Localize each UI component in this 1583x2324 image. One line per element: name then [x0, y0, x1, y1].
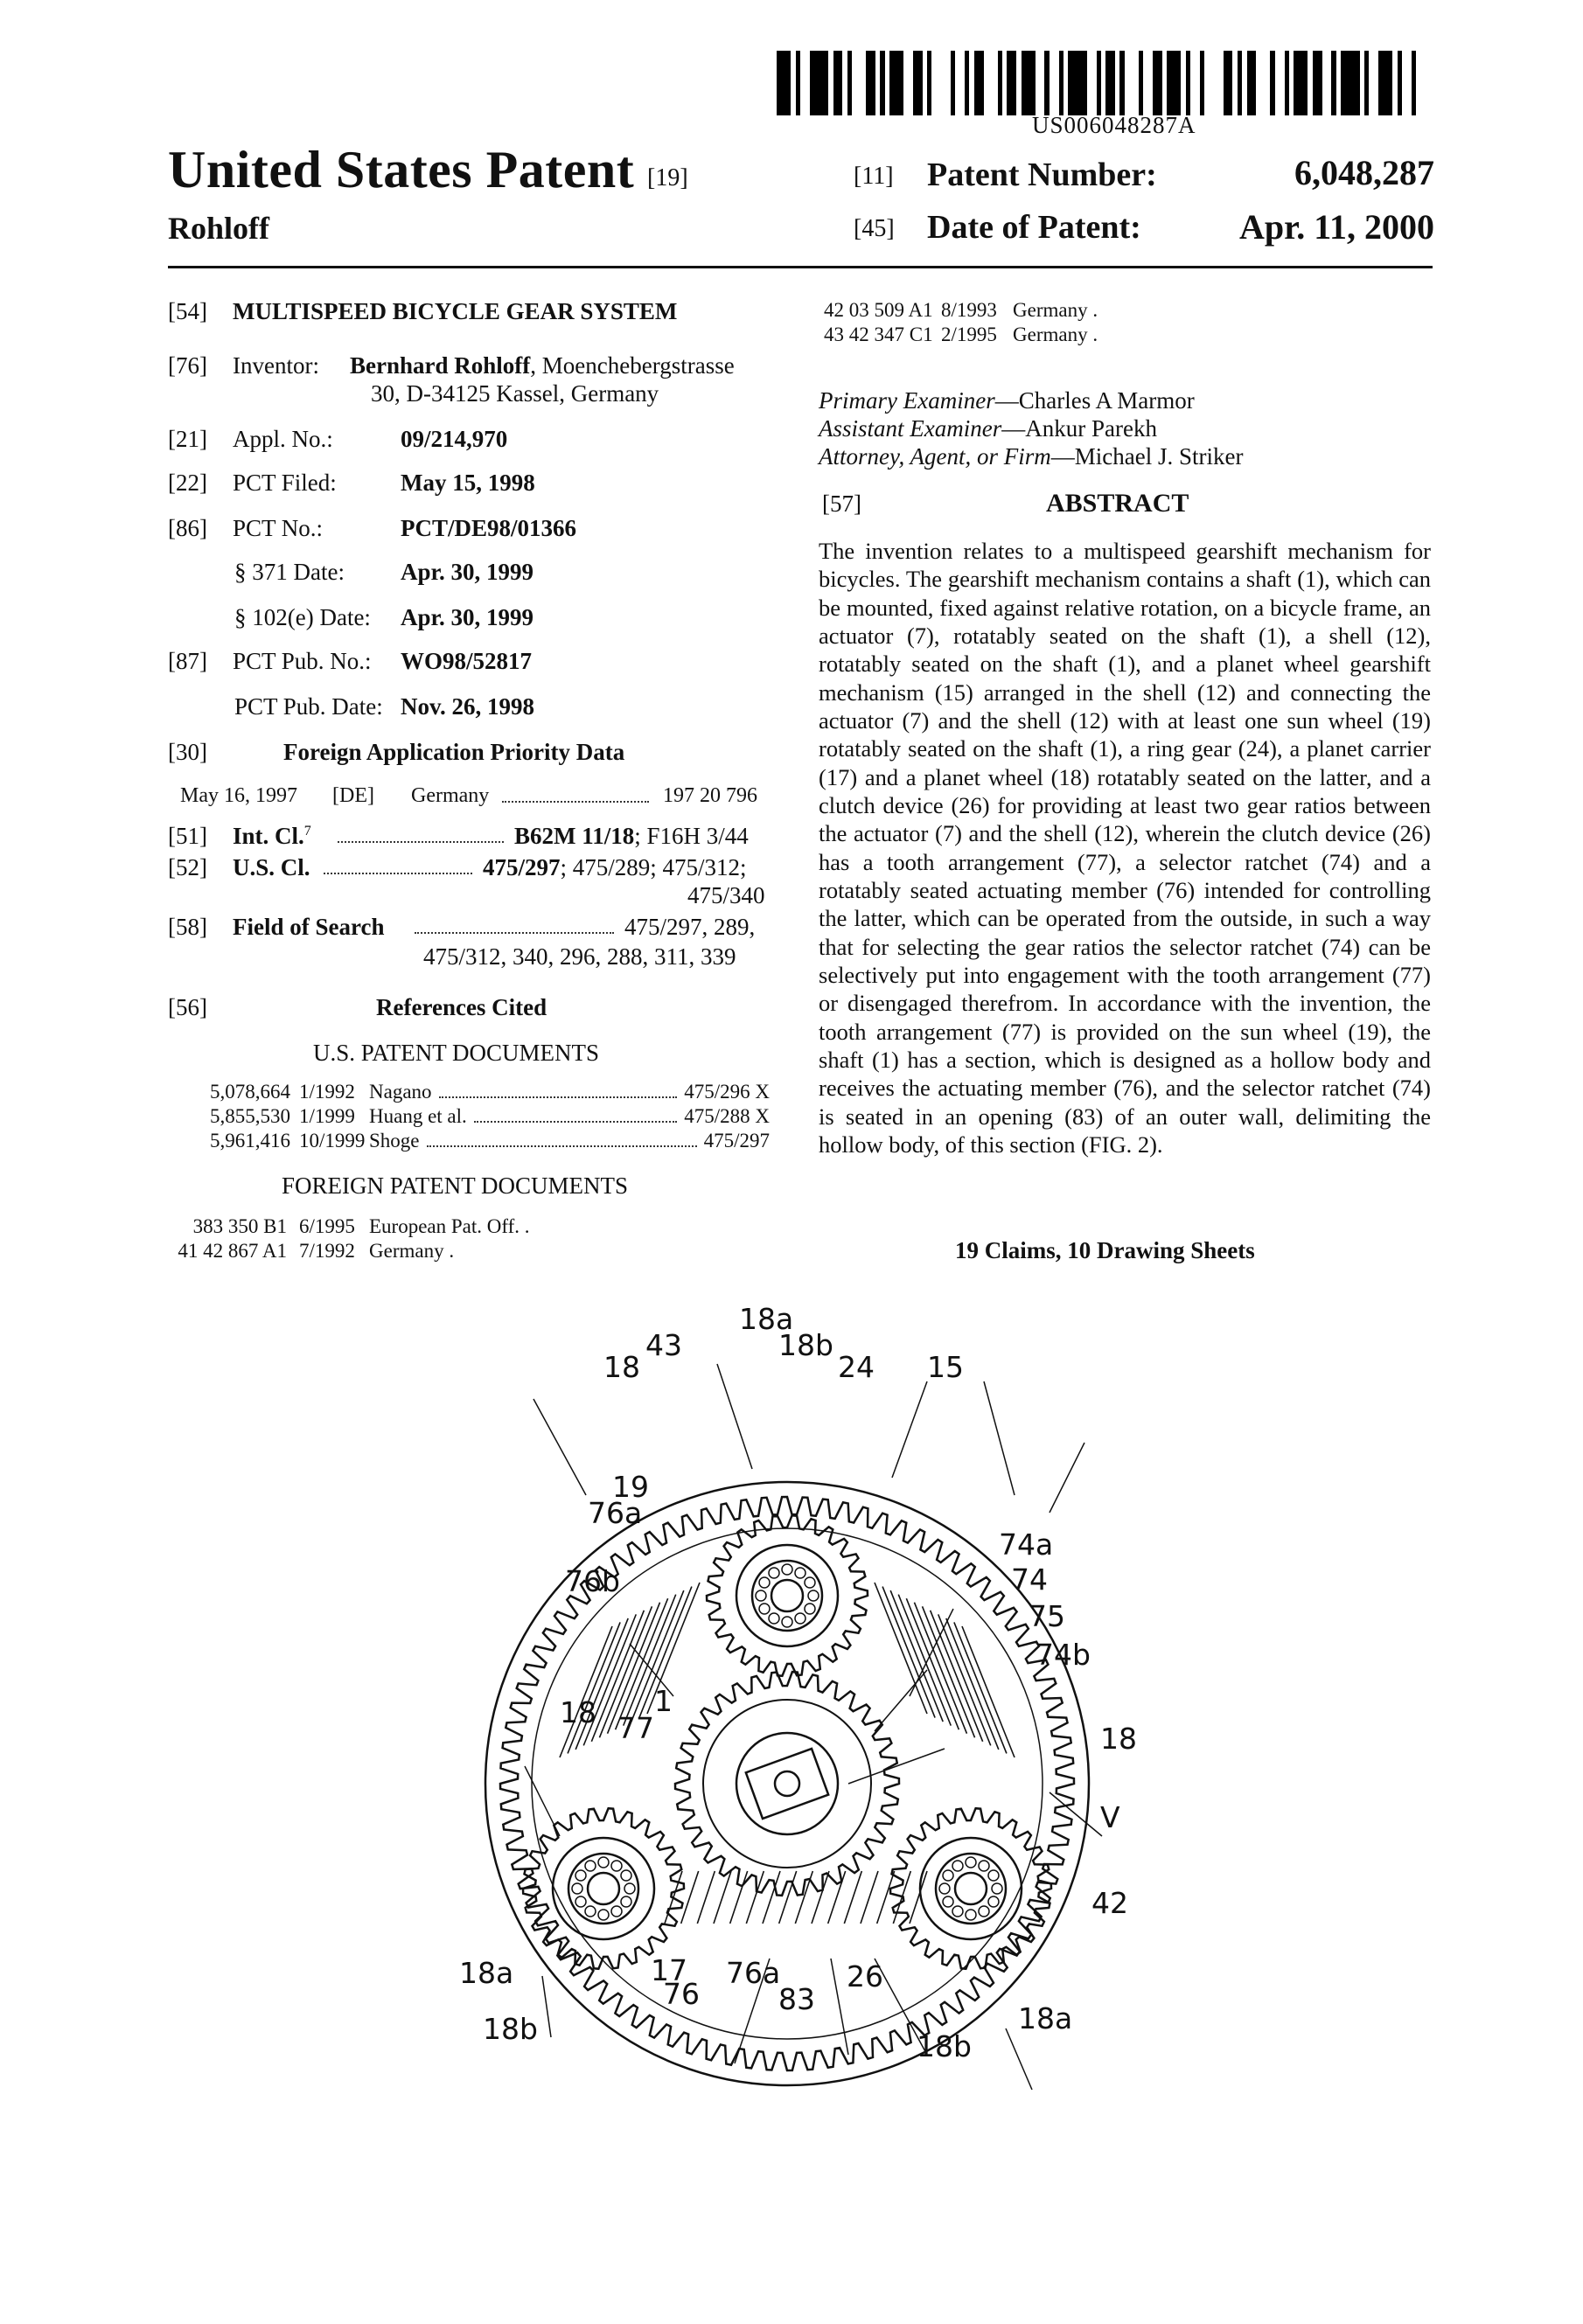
bearing-ball — [598, 1857, 609, 1868]
abstract-heading: ABSTRACT — [1046, 489, 1189, 518]
figure-label-l83: 83 — [778, 1982, 815, 2016]
bearing-ball — [966, 1910, 976, 1920]
barcode-bar — [833, 51, 843, 115]
leader-line — [717, 1364, 752, 1469]
bearing-ball — [621, 1870, 631, 1881]
bearing-ball — [943, 1896, 953, 1907]
barcode-bar — [1402, 51, 1412, 115]
barcode — [777, 51, 1426, 115]
carrier-hatch — [795, 1871, 812, 1924]
figure-label-l74b: 74b — [1036, 1638, 1091, 1672]
leader-line — [1006, 2028, 1032, 2090]
inventor-surname: Rohloff — [168, 211, 269, 246]
figure-label-l18a_left: 18a — [459, 1956, 514, 1990]
primary-examiner-name: —Charles A Marmor — [994, 387, 1195, 414]
barcode-bar — [866, 51, 875, 115]
dot-leader — [474, 1105, 677, 1123]
bearing-ball — [782, 1564, 792, 1575]
inventor-code: [76] — [168, 352, 207, 379]
figure-label-l77: 77 — [617, 1711, 654, 1745]
figure-label-l24: 24 — [838, 1350, 875, 1384]
figure-label-l1: 1 — [654, 1684, 673, 1718]
bearing-ball — [988, 1896, 999, 1907]
figure-label-l43: 43 — [645, 1328, 682, 1362]
barcode-bar — [777, 51, 791, 115]
bearing-ball — [782, 1617, 792, 1627]
search-value2: 475/312, 340, 296, 288, 311, 339 — [423, 943, 736, 970]
bearing-ball — [585, 1861, 596, 1871]
s102-label: § 102(e) Date: — [234, 604, 371, 630]
bearing-ball — [624, 1883, 635, 1894]
barcode-bar — [974, 51, 984, 115]
barcode-bar — [913, 51, 923, 115]
carrier-hatch — [714, 1871, 731, 1924]
leader-line — [525, 1766, 560, 1836]
bearing-ball — [795, 1568, 805, 1578]
search-code: [58] — [168, 914, 207, 940]
carrier-hatch — [681, 1871, 699, 1924]
bearing-ball — [759, 1577, 770, 1588]
planet-bearing — [568, 1854, 638, 1924]
barcode-bar — [1190, 51, 1200, 115]
us-docs-list — [210, 1081, 770, 1154]
barcode-bar — [1087, 51, 1097, 115]
barcode-bar — [1125, 51, 1139, 115]
barcode-bar — [810, 51, 829, 115]
figure-label-l75: 75 — [1029, 1599, 1065, 1633]
assistant-examiner — [819, 414, 1157, 442]
dot-leader — [324, 873, 472, 874]
search-value1: 475/297, 289, — [624, 914, 756, 940]
foreign-docs-heading: FOREIGN PATENT DOCUMENTS — [282, 1172, 629, 1199]
barcode-bar — [984, 51, 998, 115]
leader-line — [892, 1381, 927, 1478]
bearing-ball — [966, 1857, 976, 1868]
barcode-bar — [1294, 51, 1308, 115]
abstract-text: The invention relates to a multispeed gearshift mechanism for bicycles. The gearshift mechanism contains a shaft (1), which can be mounted, fixed against relative rotation, on a bicycle frame, an actuator (7), rotatably seated on the shaft (1), a shell (12), rotatably seated on the shaft (1), and a planet wheel gearshift mechanism (15) arranged in the shell (12) and connecting the actuator (7) and the shell (12) with at least one sun wheel (19) rotatably seated on the shaft (1), a ring gear (24), a planet carrier (17) and a planet wheel (18) rotatably seated on the latter, and a clutch device (26) for providing at least two gear ratios between the actuator (7) and the shell (12), wherein the clutch device (26) has a tooth arrangement (77), a selector ratchet (74) and a rotatably seated actuating member (76) intended for controlling the latter, which can be operated from the outside, in such a way that for selecting the gear ratios the selector ratchet (74) can be selectively put into engagement with the tooth arrangement (77) or disengaged therefrom. In accordance with the invention, the tooth arrangement (77) is provided on the sun wheel (19), the shaft (1) has a section, which is designed as a hollow body and receives the actuating member (76), and the selector ratchet (74) is seated in an opening (83) of an outer wall, delimiting the hollow body, of this section (FIG. 2). — [819, 538, 1431, 1158]
bearing-ball — [621, 1896, 631, 1907]
foreign-docs-list-left — [171, 1215, 530, 1264]
patent-number: 6,048,287 — [1294, 153, 1434, 192]
pub-date-value: Nov. 26, 1998 — [401, 693, 535, 720]
foreign-country: Germany — [411, 784, 490, 807]
claims-summary: 19 Claims, 10 Drawing Sheets — [955, 1237, 1255, 1263]
figure-label-l18b_bottom: 18b — [917, 2029, 972, 2063]
ref-number: 43 42 347 C1 — [824, 324, 933, 345]
figure-label-l74: 74 — [1011, 1562, 1048, 1597]
appl-value: 09/214,970 — [401, 426, 508, 452]
barcode-bar — [1275, 51, 1285, 115]
int-cl-value — [514, 822, 749, 850]
barcode-bar — [1050, 51, 1059, 115]
inventor-label: Inventor: — [233, 352, 319, 379]
carrier-hatch — [779, 1871, 797, 1924]
figure-label-l18_left: 18 — [560, 1695, 596, 1729]
planet-bearing — [752, 1561, 822, 1631]
planet-bearing — [936, 1854, 1006, 1924]
patent-date: Apr. 11, 2000 — [1238, 207, 1434, 247]
us-docs-heading: U.S. PATENT DOCUMENTS — [313, 1040, 600, 1066]
bearing-ball — [575, 1870, 586, 1881]
barcode-bar — [800, 51, 810, 115]
inventor-line1 — [350, 351, 735, 379]
sun-gear-bore — [703, 1700, 871, 1868]
header-rule — [168, 266, 1433, 268]
refs-heading: References Cited — [376, 994, 547, 1020]
us-cl-value — [483, 853, 747, 881]
search-label: Field of Search — [233, 914, 385, 940]
int-cl-code: [51] — [168, 823, 207, 849]
planet-axle — [588, 1873, 619, 1904]
bearing-ball — [979, 1906, 989, 1917]
us-cl-secondary: ; 475/289; 475/312; — [560, 854, 747, 880]
planet-axle — [771, 1580, 803, 1611]
pub-no-code: [87] — [168, 648, 207, 674]
leader-line — [533, 1399, 586, 1495]
ref-number: 5,078,664 — [210, 1081, 290, 1103]
ref-number: 41 42 867 A1 — [178, 1240, 287, 1262]
figure-label-l76a_bottom: 76a — [726, 1956, 781, 1990]
int-cl-primary: B62M 11/18 — [514, 823, 635, 849]
list-item — [824, 299, 1098, 324]
carrier-hatch — [697, 1871, 715, 1924]
bearing-ball — [808, 1590, 819, 1601]
list-item — [171, 1215, 530, 1240]
dot-leader — [439, 1081, 678, 1098]
list-item — [824, 324, 1098, 348]
barcode-bar — [1313, 51, 1322, 115]
ref-class: 475/297 — [703, 1130, 770, 1152]
bearing-ball — [759, 1604, 770, 1614]
carrier-hatch — [828, 1871, 846, 1924]
patent-title-heading: United States Patent — [168, 141, 635, 198]
barcode-bar — [1022, 51, 1036, 115]
pub-date-label: PCT Pub. Date: — [234, 693, 383, 720]
date-code: [45] — [854, 215, 895, 242]
figure-label-l76b: 76b — [565, 1564, 620, 1598]
int-cl-edition: 7 — [303, 824, 311, 838]
barcode-bar — [1322, 51, 1332, 115]
pct-no-label: PCT No.: — [233, 515, 324, 541]
us-cl-value-line2: 475/340 — [687, 882, 765, 908]
figure-label-l18b_left: 18b — [483, 2012, 538, 2046]
date-label: Date of Patent: — [927, 209, 1141, 246]
dot-leader — [415, 932, 614, 934]
invention-title: MULTISPEED BICYCLE GEAR SYSTEM — [233, 298, 678, 324]
int-cl-secondary: ; F16H 3/44 — [634, 823, 749, 849]
ref-date: 1/1999 — [299, 1105, 355, 1127]
pub-no-label: PCT Pub. No.: — [233, 648, 372, 674]
s371-label: § 371 Date: — [234, 559, 345, 585]
figure-label-l18_right: 18 — [1100, 1722, 1137, 1756]
carrier-hatch — [763, 1871, 780, 1924]
barcode-bar — [1224, 51, 1233, 115]
int-cl-label-text: Int. Cl. — [233, 823, 304, 849]
foreign-docs-list-right — [824, 299, 1098, 348]
figure-label-l74a: 74a — [999, 1527, 1054, 1562]
bearing-ball — [939, 1883, 950, 1894]
attorney-name: —Michael J. Striker — [1050, 443, 1244, 470]
bearing-ball — [769, 1613, 779, 1624]
inventor-address2: 30, D-34125 Kassel, Germany — [371, 380, 659, 407]
bearing-ball — [943, 1870, 953, 1881]
foreign-priority-heading: Foreign Application Priority Data — [283, 739, 625, 765]
ref-number: 42 03 509 A1 — [824, 299, 933, 321]
figure-label-l26: 26 — [847, 1959, 883, 1993]
barcode-bar — [1153, 51, 1162, 115]
dot-leader — [338, 841, 504, 843]
bearing-ball — [988, 1870, 999, 1881]
figure-label-l18a_right: 18a — [1018, 2001, 1073, 2035]
title-code: [54] — [168, 298, 207, 324]
pct-no-code: [86] — [168, 515, 207, 541]
bearing-ball — [756, 1590, 766, 1601]
s371-value: Apr. 30, 1999 — [401, 559, 534, 585]
ref-country: Germany . — [369, 1240, 455, 1262]
dot-leader — [427, 1130, 697, 1147]
figure-label-l42: 42 — [1091, 1886, 1128, 1920]
list-item — [210, 1130, 770, 1154]
bearing-ball — [598, 1910, 609, 1920]
barcode-bar — [1416, 51, 1426, 115]
assistant-examiner-label: Assistant Examiner — [819, 415, 1002, 442]
barcode-bar — [1204, 51, 1224, 115]
primary-examiner — [819, 386, 1195, 414]
ring-gear-inner — [532, 1528, 1043, 2039]
inventor-name: Bernhard Rohloff — [350, 352, 531, 379]
figure-label-lV: V — [1100, 1800, 1120, 1834]
us-cl-primary: 475/297 — [483, 854, 561, 880]
figure-label-l18_topleft: 18 — [603, 1350, 640, 1384]
carrier-hatch — [812, 1871, 829, 1924]
sun-gear — [675, 1672, 899, 1896]
foreign-number: 197 20 796 — [663, 784, 757, 807]
bearing-ball — [795, 1613, 805, 1624]
planet-gear — [890, 1808, 1051, 1969]
barcode-bar — [955, 51, 965, 115]
ref-date: 8/1993 — [941, 299, 997, 321]
barcode-bar — [1378, 51, 1392, 115]
actuating-member — [746, 1749, 828, 1819]
figure-label-l18a_top: 18a — [739, 1302, 794, 1336]
carrier-hatch — [665, 1871, 682, 1924]
gear-figure — [437, 1294, 1137, 2203]
ref-name: Shoge — [369, 1130, 420, 1152]
foreign-country-code: [DE] — [332, 784, 374, 807]
figure-label-l17: 17 — [651, 1953, 687, 1987]
list-item — [210, 1081, 770, 1105]
barcode-bar — [1036, 51, 1045, 115]
patent-number-label: Patent Number: — [927, 157, 1157, 193]
list-item — [171, 1240, 530, 1264]
ref-date: 7/1992 — [299, 1240, 355, 1262]
ref-number: 5,855,530 — [210, 1105, 290, 1127]
refs-code: [56] — [168, 994, 207, 1020]
assistant-examiner-name: —Ankur Parekh — [1001, 415, 1157, 442]
ref-class: 475/288 X — [684, 1105, 770, 1127]
leader-line — [984, 1381, 1015, 1495]
figure-label-l18b_top: 18b — [778, 1328, 833, 1362]
bearing-ball — [575, 1896, 586, 1907]
barcode-bar — [903, 51, 913, 115]
bearing-ball — [611, 1906, 622, 1917]
ref-country: European Pat. Off. . — [369, 1215, 530, 1237]
dot-leader — [502, 801, 649, 803]
bearing-ball — [769, 1568, 779, 1578]
ref-date: 10/1999 — [299, 1130, 366, 1152]
ref-date: 2/1995 — [941, 324, 997, 345]
pct-filed-label: PCT Filed: — [233, 470, 337, 496]
attorney-label: Attorney, Agent, or Firm — [819, 443, 1051, 470]
bearing-ball — [979, 1861, 989, 1871]
planet-gear — [707, 1515, 868, 1676]
bearing-ball — [805, 1577, 815, 1588]
foreign-priority-code: [30] — [168, 739, 207, 765]
barcode-bar — [852, 51, 866, 115]
ref-date: 6/1995 — [299, 1215, 355, 1237]
bearing-ball — [952, 1861, 963, 1871]
ref-country: Germany . — [1013, 324, 1098, 345]
barcode-bar — [1007, 51, 1016, 115]
primary-examiner-label: Primary Examiner — [819, 387, 995, 414]
barcode-bar — [1369, 51, 1378, 115]
us-cl-code: [52] — [168, 854, 207, 880]
bearing-ball — [611, 1861, 622, 1871]
ref-name: Nagano — [369, 1081, 432, 1103]
figure-label-l19: 19 — [612, 1470, 649, 1504]
carrier-hatch — [910, 1871, 927, 1924]
planet-axle — [955, 1873, 987, 1904]
patent-number-code: [11] — [854, 163, 894, 190]
bearing-ball — [572, 1883, 582, 1894]
ref-number: 5,961,416 — [210, 1130, 290, 1152]
carrier-hatch — [844, 1871, 861, 1924]
foreign-date: May 16, 1997 — [180, 784, 297, 807]
barcode-bar — [1247, 51, 1257, 115]
carrier-hatch — [877, 1871, 895, 1924]
figure-label-l76: 76 — [663, 1977, 700, 2011]
inventor-address1: , Moenchebergstrasse — [530, 352, 735, 379]
title-code: [19] — [647, 164, 688, 191]
bearing-ball — [805, 1604, 815, 1614]
carrier-hatch — [861, 1871, 878, 1924]
pct-filed-code: [22] — [168, 470, 207, 496]
planet-gear — [523, 1808, 684, 1969]
figure-label-l15: 15 — [927, 1350, 964, 1384]
bearing-ball — [952, 1906, 963, 1917]
ref-name: Huang et al. — [369, 1105, 467, 1127]
int-cl-label — [233, 822, 311, 850]
barcode-bar — [1068, 51, 1087, 115]
pct-filed-value: May 15, 1998 — [401, 470, 535, 496]
attorney — [819, 442, 1243, 470]
abstract-code: [57] — [822, 491, 861, 517]
barcode-bar — [889, 51, 903, 115]
barcode-bar — [1167, 51, 1181, 115]
us-cl-label: U.S. Cl. — [233, 854, 310, 880]
ref-class: 475/296 X — [684, 1081, 770, 1103]
barcode-bar — [1105, 51, 1115, 115]
pub-no-value: WO98/52817 — [401, 648, 533, 674]
bearing-ball — [992, 1883, 1002, 1894]
document-number: US006048287A — [1032, 112, 1196, 138]
ref-country: Germany . — [1013, 299, 1098, 321]
leader-line — [831, 1959, 848, 2055]
appl-code: [21] — [168, 426, 207, 452]
leader-line — [1050, 1443, 1084, 1513]
barcode-bar — [1341, 51, 1360, 115]
barcode-bar — [931, 51, 951, 115]
s102-value: Apr. 30, 1999 — [401, 604, 534, 630]
bearing-ball — [585, 1906, 596, 1917]
leader-line — [875, 1670, 927, 1731]
leader-line — [542, 1976, 551, 2037]
figure-label-l76a_left: 76a — [588, 1496, 643, 1530]
ref-date: 1/1992 — [299, 1081, 355, 1103]
ref-number: 383 350 B1 — [192, 1215, 287, 1237]
list-item — [210, 1105, 770, 1130]
barcode-bar — [1143, 51, 1153, 115]
shaft-center — [775, 1771, 799, 1796]
appl-label: Appl. No.: — [233, 426, 333, 452]
shaft — [736, 1733, 838, 1834]
pct-no-value: PCT/DE98/01366 — [401, 515, 577, 541]
barcode-bar — [1256, 51, 1270, 115]
